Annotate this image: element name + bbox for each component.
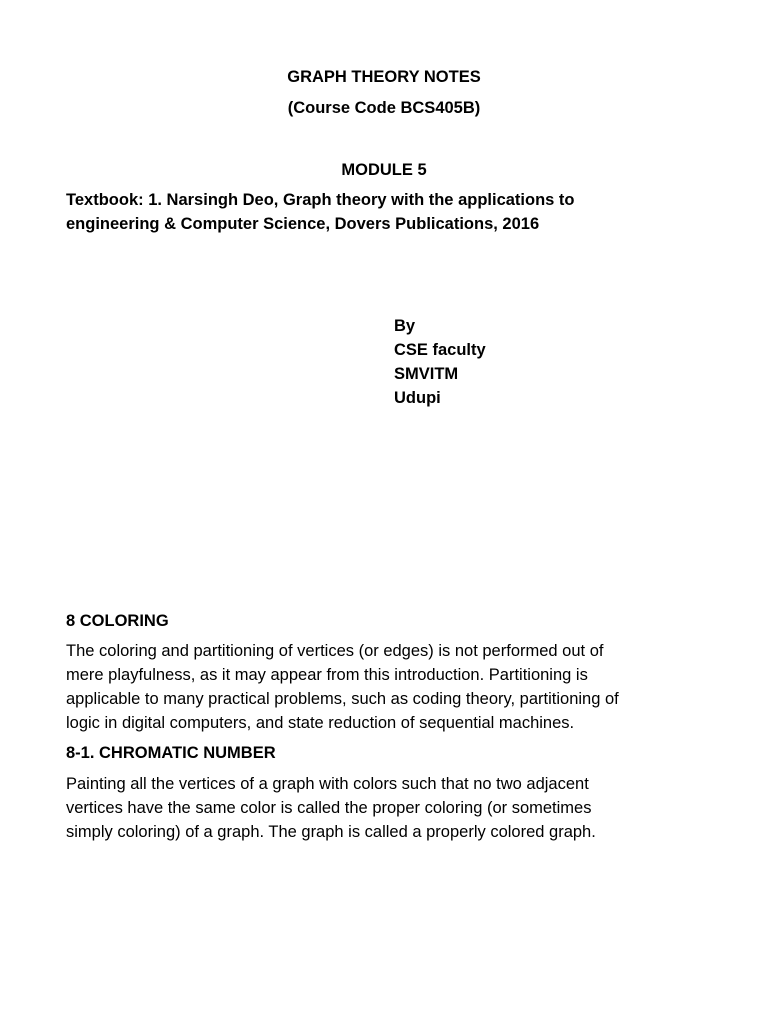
section-paragraph-coloring <box>66 639 706 735</box>
paragraph-line: simply coloring) of a graph. The graph is called a properly colored graph. <box>66 823 596 841</box>
paragraph-line: applicable to many practical problems, such as coding theory, partitioning of <box>66 690 619 708</box>
textbook-line: Textbook: 1. Narsingh Deo, Graph theory with the applications to <box>66 191 575 209</box>
byline-line: CSE faculty <box>394 341 486 359</box>
paragraph-line: Painting all the vertices of a graph with colors such that no two adjacent <box>66 775 589 793</box>
document-title: GRAPH THEORY NOTES <box>287 68 481 86</box>
paragraph-line: The coloring and partitioning of vertices (or edges) is not performed out of <box>66 642 604 660</box>
byline-line: Udupi <box>394 389 441 407</box>
section-paragraph-chromatic-number <box>66 772 706 844</box>
textbook-reference <box>66 188 706 236</box>
module-heading: MODULE 5 <box>341 161 427 179</box>
textbook-line: engineering & Computer Science, Dovers Publications, 2016 <box>66 215 540 233</box>
section-heading-chromatic-number: 8-1. CHROMATIC NUMBER <box>66 744 276 762</box>
byline-line: SMVITM <box>394 365 459 383</box>
paragraph-line: logic in digital computers, and state reduction of sequential machines. <box>66 714 575 732</box>
byline-line: By <box>394 317 416 335</box>
paragraph-line: vertices have the same color is called the proper coloring (or sometimes <box>66 799 592 817</box>
course-code: (Course Code BCS405B) <box>287 99 481 117</box>
author-byline <box>394 314 486 410</box>
paragraph-line: mere playfulness, as it may appear from this introduction. Partitioning is <box>66 666 588 684</box>
section-heading-coloring: 8 COLORING <box>66 612 169 630</box>
